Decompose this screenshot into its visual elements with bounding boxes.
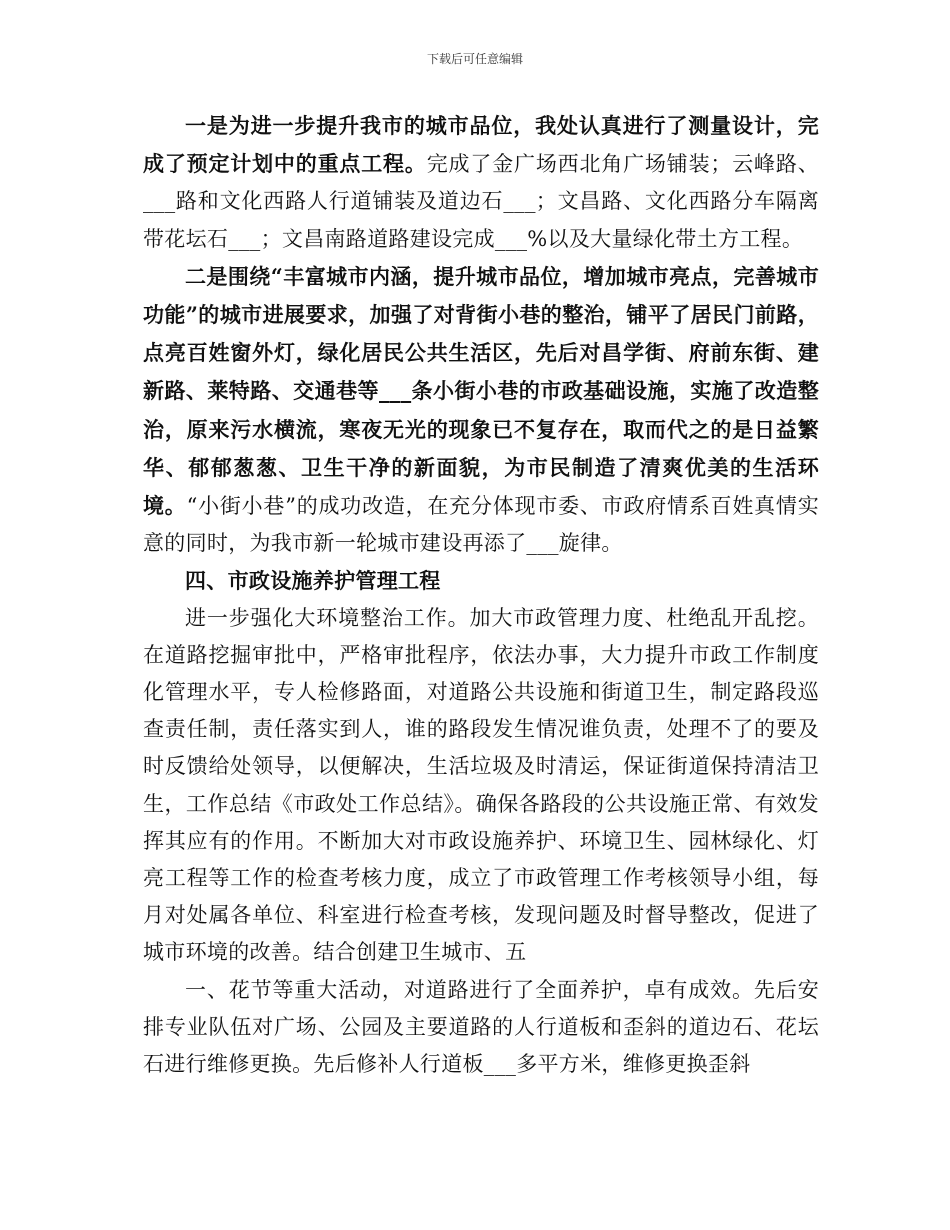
paragraph-5: 一、花节等重大活动，对道路进行了全面养护，卓有成效。先后安排专业队伍对广场、公园及主要道路的人行道板和歪斜的道边石、花坛石进行维修更换。先后修补人行道板___多平方米，维修更换歪斜 xyxy=(143,977,819,1077)
paragraph-1 xyxy=(143,107,819,258)
paragraph-2-bold: 二是围绕“丰富城市内涵，提升城市品位，增加城市亮点，完善城市功能”的城市进展要求，加强了对背街小巷的整治，铺平了居民门前路，点亮百姓窗外灯，绿化居民公共生活区，先后对昌学街、府前东街、建新路、莱特路、交通巷等___条小街小巷的市政基础设施，实施了改造整治，原来污水横流，寒夜无光的现象已不复存在，取而代之的是日益繁华、郁郁葱葱、卫生干净的新面貌，为市民制造了清爽优美的生活环境。 xyxy=(143,263,819,519)
paragraph-2-text: “小街小巷”的成功改造，在充分体现市委、市政府情系百姓真情实意的同时，为我市新一轮城市建设再添了___旋律。 xyxy=(143,494,819,556)
page-header-note: 下载后可任意编辑 xyxy=(426,52,523,66)
paragraph-4: 进一步强化大环境整治工作。加大市政管理力度、杜绝乱开乱挖。在道路挖掘审批中，严格审批程序，依法办事，大力提升市政工作制度化管理水平，专人检修路面，对道路公共设施和街道卫生，制定路段巡查责任制，责任落实到人，谁的路段发生情况谁负责，处理不了的要及时反馈给处领导，以便解决，生活垃圾及时清运，保证街道保持清洁卫生，工作总结《市政处工作总结》。确保各路段的公共设施正常、有效发挥其应有的作用。不断加大对市政设施养护、环境卫生、园林绿化、灯亮工程等工作的检查考核力度，成立了市政管理工作考核领导小组，每月对处属各单位、科室进行检查考核，发现问题及时督导整改，促进了城市环境的改善。结合创建卫生城市、五 xyxy=(143,605,819,965)
paragraph-2 xyxy=(143,258,819,563)
paragraph-1-bold: 一是为进一步提升我市的城市品位，我处认真进行了测量设计，完成了预定计划中的重点工程。 xyxy=(143,113,819,177)
section-heading: 四、市政设施养护管理工程 xyxy=(185,568,441,594)
document-body xyxy=(143,107,819,1083)
paragraph-1-text: 完成了金广场西北角广场铺装；云峰路、___路和文化西路人行道铺装及道边石___；文昌路、文化西路分车隔离带花坛石___；文昌南路道路建设完成___%以及大量绿化带土方工程。 xyxy=(143,152,819,251)
